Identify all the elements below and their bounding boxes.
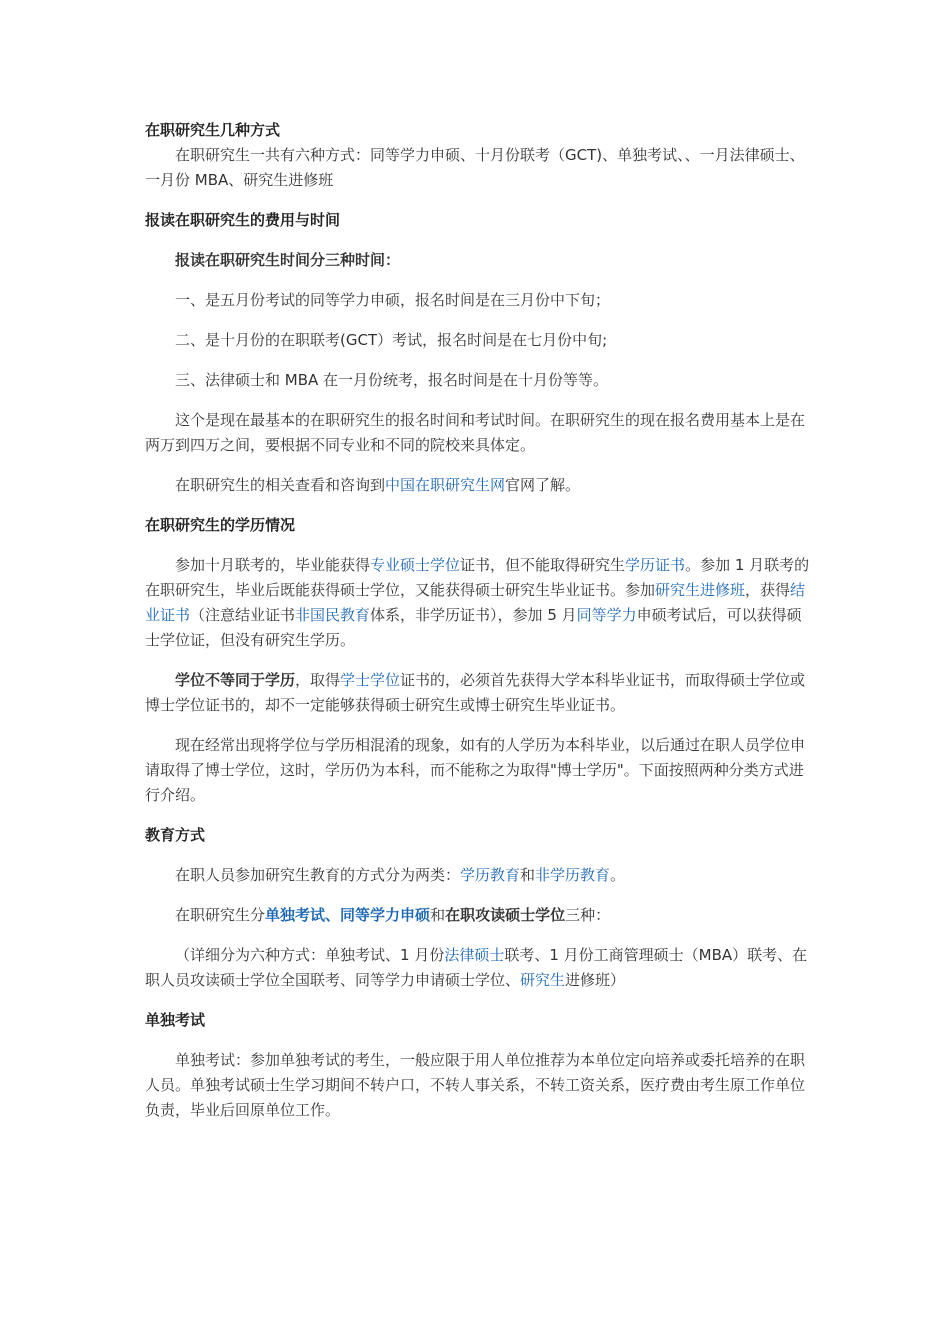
paragraph-mode-1: 在职人员参加研究生教育的方式分为两类：学历教育和非学历教育。: [175, 866, 626, 884]
section-title-methods: 在职研究生几种方式: [145, 121, 281, 139]
paragraph-fee: 这个是现在最基本的在职研究生的报名时间和考试时间。在职研究生的现在报名费用基本上是在两万到四万之间，要根据不同专业和不同的院校来具体定。: [145, 411, 806, 454]
link-completion-cert[interactable]: 结业证书: [145, 581, 806, 624]
section-title-education-mode: 教育方式: [145, 826, 206, 844]
subheading-time: 报读在职研究生时间分三种时间：: [175, 251, 401, 269]
link-law-master[interactable]: 法律硕士: [444, 946, 505, 964]
document-body: [145, 118, 815, 1123]
link-professional-master[interactable]: 专业硕士学位: [370, 556, 461, 574]
link-bachelor-degree[interactable]: 学士学位: [340, 671, 401, 689]
paragraph-mode-3: （详细分为六种方式：单独考试、1 月份法律硕士联考、1 月份工商管理硕士（MBA）联考、在职人员攻读硕士学位全国联考、同等学力申请硕士学位、研究生进修班）: [145, 946, 808, 989]
section-title-degree: 在职研究生的学历情况: [145, 516, 296, 534]
link-non-national-edu[interactable]: 非国民教育: [295, 606, 371, 624]
paragraph-degree-2: 学位不等同于学历，取得学士学位证书的，必须首先获得大学本科毕业证书，而取得硕士学位或博士学位证书的，却不一定能够获得硕士研究生或博士研究生毕业证书。: [145, 671, 806, 714]
paragraph-degree-3: 现在经常出现将学位与学历相混淆的现象，如有的人学历为本科毕业，以后通过在职人员学位申请取得了博士学位，这时，学历仍为本科，而不能称之为取得"博士学历"。下面按照两种分类方式进行介绍。: [145, 736, 806, 804]
link-degree-education[interactable]: 学历教育: [460, 866, 521, 884]
paragraph-mode-2: 在职研究生分单独考试、同等学力申硕和在职攻读硕士学位三种：: [175, 906, 611, 924]
link-graduate[interactable]: 研究生: [520, 971, 566, 989]
link-equivalent-degree[interactable]: 同等学力: [576, 606, 637, 624]
list-item-time-1: 一、是五月份考试的同等学力申硕，报名时间是在三月份中下旬；: [175, 291, 611, 309]
paragraph-degree-1: 参加十月联考的，毕业能获得专业硕士学位证书，但不能取得研究生学历证书。参加 1 月联考的在职研究生，毕业后既能获得硕士学位，又能获得硕士研究生毕业证书。参加研究生进修班，获得结业证书（注意结业证书非国民教育体系，非学历证书），参加 5 月同等学力申硕考试后，可以获得硕士学位证，但没有研究生学历。: [145, 556, 810, 649]
paragraph-methods: 在职研究生一共有六种方式：同等学力申硕、十月份联考（GCT)、单独考试、、一月法律硕士、一月份 MBA、研究生进修班: [145, 146, 805, 189]
link-official-site[interactable]: 中国在职研究生网: [385, 476, 506, 494]
list-item-time-2: 二、是十月份的在职联考(GCT）考试，报名时间是在七月份中旬;: [175, 331, 608, 349]
link-non-degree-education[interactable]: 非学历教育: [535, 866, 611, 884]
section-title-separate-exam: 单独考试: [145, 1011, 206, 1029]
link-equivalent-master[interactable]: 同等学力申硕: [340, 906, 431, 924]
link-diploma[interactable]: 学历证书: [625, 556, 686, 574]
list-item-time-3: 三、法律硕士和 MBA 在一月份统考，报名时间是在十月份等等。: [175, 371, 609, 389]
link-separate-exam[interactable]: 单独考试: [265, 906, 326, 924]
paragraph-consult: 在职研究生的相关查看和咨询到中国在职研究生网官网了解。: [175, 476, 581, 494]
section-title-cost-time: 报读在职研究生的费用与时间: [145, 211, 341, 229]
link-advanced-class[interactable]: 研究生进修班: [655, 581, 746, 599]
paragraph-separate-exam: 单独考试：参加单独考试的考生，一般应限于用人单位推荐为本单位定向培养或委托培养的在职人员。单独考试硕士生学习期间不转户口，不转人事关系，不转工资关系，医疗费由考生原工作单位负责，毕业后回原单位工作。: [145, 1051, 806, 1119]
